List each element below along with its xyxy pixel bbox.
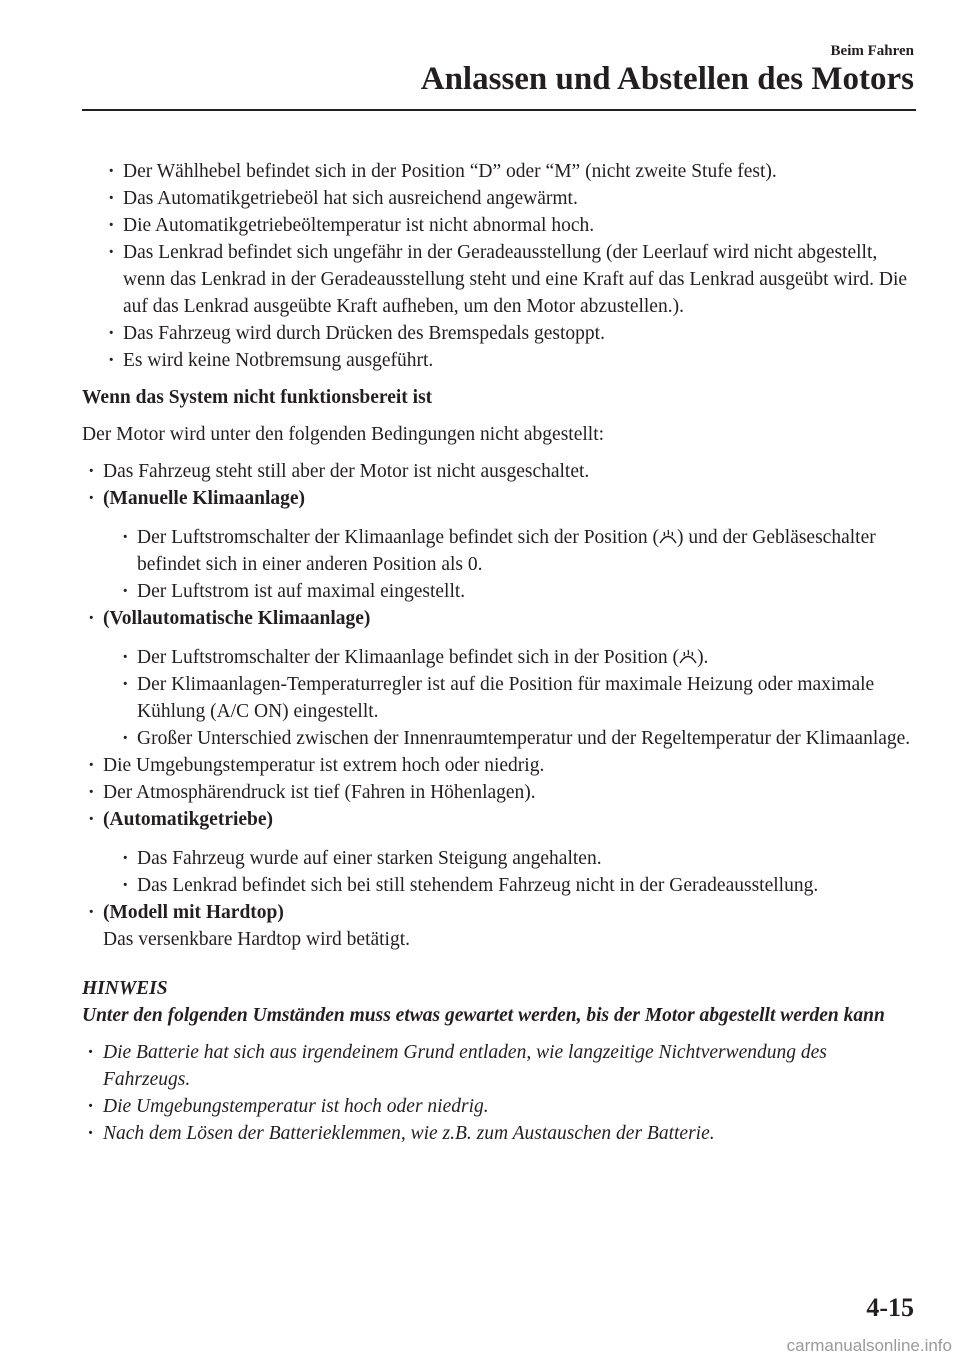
list-item: · Großer Unterschied zwischen der Innenraumtemperatur und der Regeltemperatur der Klimaanlage. [116, 725, 916, 752]
windshield-defroster-icon [659, 527, 677, 545]
section-heading: Wenn das System nicht funktionsbereit ist [82, 387, 433, 408]
page-number: 4-15 [866, 1293, 914, 1322]
watermark: carmanualsonline.info [786, 1336, 952, 1355]
list-item: · Der Luftstromschalter der Klimaanlage befindet sich der Position ( ) und der Gebläseschalter befindet sich in einer anderen Position als 0. [116, 524, 916, 578]
list-item: · Das Fahrzeug steht still aber der Motor ist nicht ausgeschaltet. [82, 458, 916, 485]
group-label-manual-ac: · (Manuelle Klimaanlage) [82, 485, 916, 512]
group-label-hardtop: · (Modell mit Hardtop) [82, 899, 916, 926]
page-title: Anlassen und Abstellen des Motors [420, 61, 914, 97]
header-rule [82, 109, 916, 111]
list-item: · Der Luftstrom ist auf maximal eingestellt. [116, 578, 916, 605]
intro-paragraph: Der Motor wird unter den folgenden Bedingungen nicht abgestellt: [82, 424, 605, 445]
list-item: · Das Automatikgetriebeöl hat sich ausreichend angewärmt. [102, 185, 916, 212]
list-item: · Der Luftstromschalter der Klimaanlage befindet sich in der Position ( ). [116, 644, 916, 671]
section-label: Beim Fahren [830, 43, 914, 59]
note-label: HINWEIS [82, 978, 168, 999]
list-item: · Das Fahrzeug wurde auf einer starken Steigung angehalten. [116, 845, 916, 872]
group-label-auto-ac: · (Vollautomatische Klimaanlage) [82, 605, 916, 632]
list-item: · Es wird keine Notbremsung ausgeführt. [102, 347, 916, 374]
windshield-defroster-icon [679, 647, 697, 665]
list-item: · Das Fahrzeug wird durch Drücken des Bremspedals gestoppt. [102, 320, 916, 347]
page-body [82, 158, 916, 1147]
list-item: · Die Automatikgetriebeöltemperatur ist nicht abnormal hoch. [102, 212, 916, 239]
list-item: · Das Lenkrad befindet sich ungefähr in der Geradeausstellung (der Leerlauf wird nicht abgestellt, wenn das Lenkrad in der Geradeausstellung steht und eine Kraft auf das Lenkrad ausgeübt wird. Die auf das Lenkrad ausgeübte Kraft aufheben, um den Motor abzustellen.). [102, 239, 916, 320]
list-item: · Die Umgebungstemperatur ist hoch oder niedrig. [82, 1093, 916, 1120]
list-item: · Nach dem Lösen der Batterieklemmen, wie z.B. zum Austauschen der Batterie. [82, 1120, 916, 1147]
hardtop-text: Das versenkbare Hardtop wird betätigt. [103, 929, 411, 950]
list-item: · Der Klimaanlagen-Temperaturregler ist auf die Position für maximale Heizung oder maximale Kühlung (A/C ON) eingestellt. [116, 671, 916, 725]
group-label-automatic: · (Automatikgetriebe) [82, 806, 916, 833]
list-item: · Das Lenkrad befindet sich bei still stehendem Fahrzeug nicht in der Geradeausstellung. [116, 872, 916, 899]
list-item: · Die Umgebungstemperatur ist extrem hoch oder niedrig. [82, 752, 916, 779]
list-item: · Der Atmosphärendruck ist tief (Fahren in Höhenlagen). [82, 779, 916, 806]
list-item: · Die Batterie hat sich aus irgendeinem Grund entladen, wie langzeitige Nichtverwendung des Fahrzeugs. [82, 1039, 916, 1093]
list-item: · Der Wählhebel befindet sich in der Position “D” oder “M” (nicht zweite Stufe fest). [102, 158, 916, 185]
note-heading: Unter den folgenden Umständen muss etwas gewartet werden, bis der Motor abgestellt werden kann [82, 1005, 885, 1026]
